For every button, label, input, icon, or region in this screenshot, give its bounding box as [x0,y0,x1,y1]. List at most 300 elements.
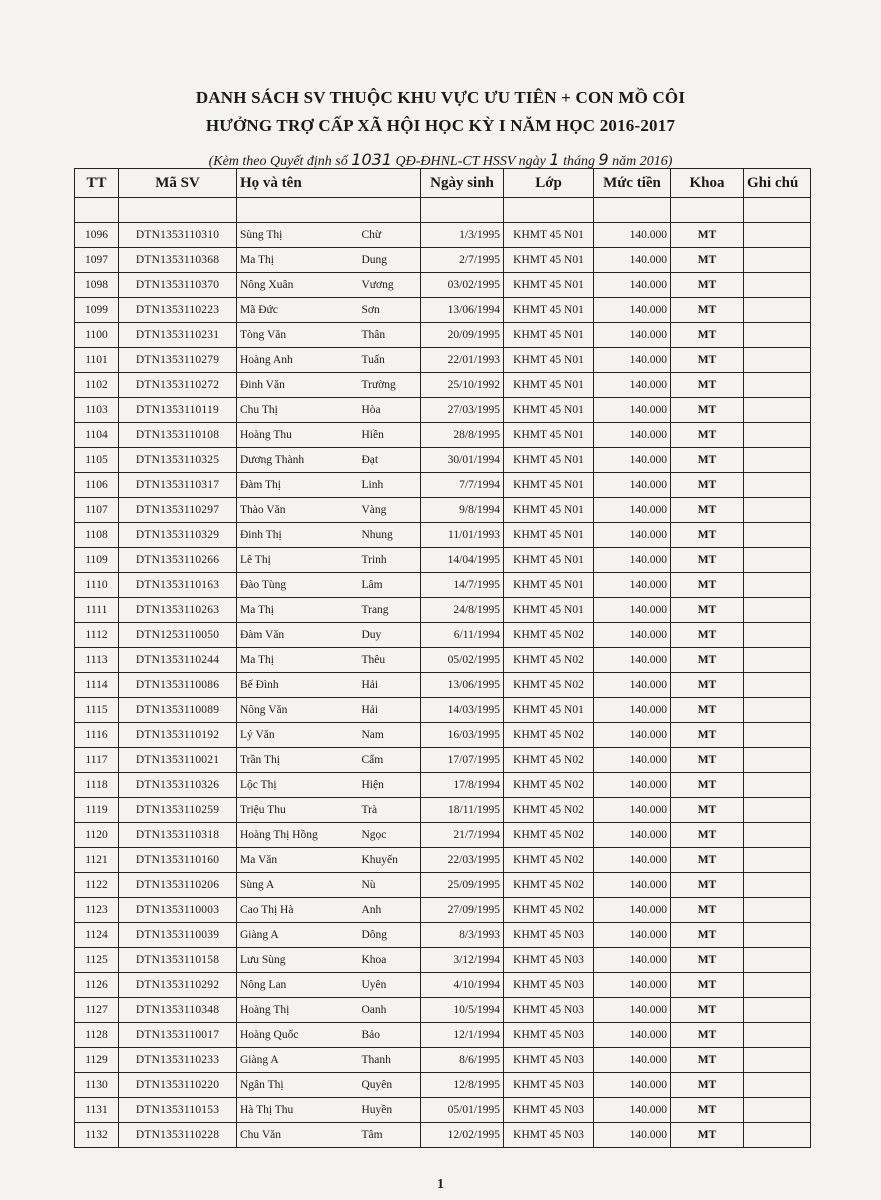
student-code-cell: DTN1353110223 [119,298,237,323]
first-name-cell: Vàng [359,498,421,523]
class-cell: KHMT 45 N02 [504,723,594,748]
dob-cell: 14/03/1995 [421,698,504,723]
last-name-cell: Hoàng Anh [237,348,359,373]
amount-cell: 140.000 [594,798,671,823]
faculty-cell: MT [671,548,744,573]
amount-cell: 140.000 [594,523,671,548]
note-cell [744,923,811,948]
amount-cell: 140.000 [594,423,671,448]
faculty-cell: MT [671,898,744,923]
first-name-cell: Chừ [359,223,421,248]
last-name-cell: Tòng Văn [237,323,359,348]
note-cell [744,448,811,473]
dob-cell: 4/10/1994 [421,973,504,998]
tt-cell: 1097 [75,248,119,273]
student-code-cell: DTN1353110160 [119,848,237,873]
note-cell [744,698,811,723]
document-title-line-2: HƯỞNG TRỢ CẤP XÃ HỘI HỌC KỲ I NĂM HỌC 2016-2017 [205,116,676,135]
amount-cell: 140.000 [594,473,671,498]
first-name-cell: Nam [359,723,421,748]
dob-cell: 3/12/1994 [421,948,504,973]
tt-cell: 1103 [75,398,119,423]
note-cell [744,373,811,398]
amount-cell: 140.000 [594,323,671,348]
note-cell [744,798,811,823]
amount-cell: 140.000 [594,223,671,248]
class-cell: KHMT 45 N02 [504,673,594,698]
first-name-cell: Oanh [359,998,421,1023]
dob-cell: 12/8/1995 [421,1073,504,1098]
dob-cell: 25/09/1995 [421,873,504,898]
last-name-cell: Nông Lan [237,973,359,998]
class-cell: KHMT 45 N03 [504,1023,594,1048]
amount-cell: 140.000 [594,273,671,298]
dob-cell: 18/11/1995 [421,798,504,823]
decision-number: 1031 [351,150,392,169]
dob-cell: 1/3/1995 [421,223,504,248]
amount-cell: 140.000 [594,723,671,748]
table-row [75,373,811,398]
table-row [75,573,811,598]
dob-cell: 17/8/1994 [421,773,504,798]
blank-cell [421,198,504,223]
faculty-cell: MT [671,948,744,973]
student-code-cell: DTN1353110086 [119,673,237,698]
amount-cell: 140.000 [594,623,671,648]
amount-cell: 140.000 [594,948,671,973]
last-name-cell: Triệu Thu [237,798,359,823]
table-row [75,323,811,348]
class-cell: KHMT 45 N02 [504,873,594,898]
dob-cell: 14/7/1995 [421,573,504,598]
dob-cell: 16/03/1995 [421,723,504,748]
note-cell [744,473,811,498]
tt-cell: 1111 [75,598,119,623]
subtitle-prefix: (Kèm theo Quyết định số [208,154,352,169]
student-code-cell: DTN1353110039 [119,923,237,948]
student-code-cell: DTN1353110279 [119,348,237,373]
tt-cell: 1128 [75,1023,119,1048]
last-name-cell: Ma Văn [237,848,359,873]
student-code-cell: DTN1353110228 [119,1123,237,1148]
table-row [75,548,811,573]
amount-cell: 140.000 [594,448,671,473]
class-cell: KHMT 45 N03 [504,923,594,948]
last-name-cell: Lê Thị [237,548,359,573]
amount-cell: 140.000 [594,973,671,998]
table-body [75,198,811,1148]
student-code-cell: DTN1353110119 [119,398,237,423]
note-cell [744,1048,811,1073]
tt-cell: 1127 [75,998,119,1023]
class-cell: KHMT 45 N02 [504,798,594,823]
dob-cell: 21/7/1994 [421,823,504,848]
class-cell: KHMT 45 N03 [504,998,594,1023]
student-code-cell: DTN1353110163 [119,573,237,598]
faculty-cell: MT [671,573,744,598]
faculty-cell: MT [671,398,744,423]
student-code-cell: DTN1353110158 [119,948,237,973]
last-name-cell: Lý Văn [237,723,359,748]
dob-cell: 8/6/1995 [421,1048,504,1073]
first-name-cell: Quyên [359,1073,421,1098]
amount-cell: 140.000 [594,748,671,773]
amount-cell: 140.000 [594,848,671,873]
blank-cell [237,198,359,223]
first-name-cell: Lâm [359,573,421,598]
class-cell: KHMT 45 N03 [504,948,594,973]
student-code-cell: DTN1353110192 [119,723,237,748]
table-row [75,948,811,973]
student-code-cell: DTN1353110259 [119,798,237,823]
amount-cell: 140.000 [594,398,671,423]
last-name-cell: Chu Thị [237,398,359,423]
class-cell: KHMT 45 N01 [504,548,594,573]
student-code-cell: DTN1353110206 [119,873,237,898]
class-cell: KHMT 45 N02 [504,773,594,798]
dob-cell: 24/8/1995 [421,598,504,623]
last-name-cell: Hoàng Thu [237,423,359,448]
table-row [75,1123,811,1148]
tt-cell: 1121 [75,848,119,873]
first-name-cell: Nhung [359,523,421,548]
student-code-cell: DTN1353110003 [119,898,237,923]
last-name-cell: Dương Thành [237,448,359,473]
note-cell [744,248,811,273]
faculty-cell: MT [671,323,744,348]
class-cell: KHMT 45 N01 [504,373,594,398]
faculty-cell: MT [671,873,744,898]
tt-cell: 1104 [75,423,119,448]
faculty-cell: MT [671,723,744,748]
first-name-cell: Dung [359,248,421,273]
column-header-note: Ghi chú [744,169,811,198]
student-code-cell: DTN1353110089 [119,698,237,723]
student-table [74,168,811,1148]
amount-cell: 140.000 [594,1098,671,1123]
dob-cell: 05/02/1995 [421,648,504,673]
tt-cell: 1131 [75,1098,119,1123]
student-code-cell: DTN1353110368 [119,248,237,273]
table-row [75,723,811,748]
note-cell [744,573,811,598]
tt-cell: 1130 [75,1073,119,1098]
class-cell: KHMT 45 N01 [504,573,594,598]
class-cell: KHMT 45 N02 [504,648,594,673]
class-cell: KHMT 45 N01 [504,423,594,448]
faculty-cell: MT [671,373,744,398]
tt-cell: 1124 [75,923,119,948]
dob-cell: 8/3/1993 [421,923,504,948]
tt-cell: 1098 [75,273,119,298]
dob-cell: 7/7/1994 [421,473,504,498]
table-row [75,273,811,298]
table-row [75,473,811,498]
tt-cell: 1122 [75,873,119,898]
first-name-cell: Dông [359,923,421,948]
class-cell: KHMT 45 N02 [504,898,594,923]
tt-cell: 1115 [75,698,119,723]
note-cell [744,1023,811,1048]
first-name-cell: Thanh [359,1048,421,1073]
first-name-cell: Thêu [359,648,421,673]
tt-cell: 1129 [75,1048,119,1073]
note-cell [744,823,811,848]
last-name-cell: Ma Thị [237,248,359,273]
table-row [75,398,811,423]
note-cell [744,548,811,573]
faculty-cell: MT [671,423,744,448]
last-name-cell: Lưu Sùng [237,948,359,973]
amount-cell: 140.000 [594,248,671,273]
column-header-code: Mã SV [119,169,237,198]
tt-cell: 1108 [75,523,119,548]
faculty-cell: MT [671,448,744,473]
first-name-cell: Huyền [359,1098,421,1123]
note-cell [744,398,811,423]
note-cell [744,873,811,898]
tt-cell: 1112 [75,623,119,648]
faculty-cell: MT [671,923,744,948]
note-cell [744,623,811,648]
last-name-cell: Bế Đình [237,673,359,698]
amount-cell: 140.000 [594,373,671,398]
faculty-cell: MT [671,673,744,698]
tt-cell: 1110 [75,573,119,598]
class-cell: KHMT 45 N01 [504,348,594,373]
last-name-cell: Trần Thị [237,748,359,773]
table-row [75,598,811,623]
student-code-cell: DTN1353110153 [119,1098,237,1123]
note-cell [744,773,811,798]
tt-cell: 1102 [75,373,119,398]
note-cell [744,273,811,298]
dob-cell: 27/09/1995 [421,898,504,923]
blank-row [75,198,811,223]
note-cell [744,298,811,323]
class-cell: KHMT 45 N01 [504,273,594,298]
amount-cell: 140.000 [594,923,671,948]
faculty-cell: MT [671,273,744,298]
last-name-cell: Hoàng Quốc [237,1023,359,1048]
amount-cell: 140.000 [594,1048,671,1073]
faculty-cell: MT [671,848,744,873]
tt-cell: 1126 [75,973,119,998]
last-name-cell: Đàm Văn [237,623,359,648]
amount-cell: 140.000 [594,648,671,673]
first-name-cell: Bảo [359,1023,421,1048]
student-code-cell: DTN1353110329 [119,523,237,548]
note-cell [744,948,811,973]
document-subtitle [0,150,881,170]
last-name-cell: Lộc Thị [237,773,359,798]
last-name-cell: Hoàng Thị Hồng [237,823,359,848]
student-code-cell: DTN1353110233 [119,1048,237,1073]
note-cell [744,1098,811,1123]
faculty-cell: MT [671,648,744,673]
last-name-cell: Đàm Thị [237,473,359,498]
table-header-row [75,169,811,198]
table-row [75,898,811,923]
first-name-cell: Tâm [359,1123,421,1148]
faculty-cell: MT [671,973,744,998]
class-cell: KHMT 45 N01 [504,398,594,423]
class-cell: KHMT 45 N01 [504,323,594,348]
faculty-cell: MT [671,298,744,323]
table-row [75,1073,811,1098]
last-name-cell: Nông Xuân [237,273,359,298]
dob-cell: 6/11/1994 [421,623,504,648]
note-cell [744,323,811,348]
last-name-cell: Hà Thị Thu [237,1098,359,1123]
class-cell: KHMT 45 N03 [504,1098,594,1123]
last-name-cell: Nông Văn [237,698,359,723]
dob-cell: 13/06/1995 [421,673,504,698]
table-row [75,748,811,773]
class-cell: KHMT 45 N01 [504,473,594,498]
class-cell: KHMT 45 N01 [504,598,594,623]
last-name-cell: Sùng A [237,873,359,898]
tt-cell: 1132 [75,1123,119,1148]
table-row [75,848,811,873]
note-cell [744,598,811,623]
tt-cell: 1100 [75,323,119,348]
class-cell: KHMT 45 N02 [504,623,594,648]
amount-cell: 140.000 [594,348,671,373]
student-code-cell: DTN1353110318 [119,823,237,848]
amount-cell: 140.000 [594,673,671,698]
table-row [75,1098,811,1123]
amount-cell: 140.000 [594,873,671,898]
table-row [75,873,811,898]
faculty-cell: MT [671,1098,744,1123]
table-row [75,923,811,948]
student-code-cell: DTN1353110348 [119,998,237,1023]
blank-cell [671,198,744,223]
last-name-cell: Đào Tùng [237,573,359,598]
last-name-cell: Giàng A [237,923,359,948]
first-name-cell: Linh [359,473,421,498]
dob-cell: 10/5/1994 [421,998,504,1023]
dob-cell: 27/03/1995 [421,398,504,423]
student-code-cell: DTN1353110310 [119,223,237,248]
amount-cell: 140.000 [594,998,671,1023]
decision-month: 9 [598,150,609,169]
class-cell: KHMT 45 N01 [504,698,594,723]
faculty-cell: MT [671,748,744,773]
faculty-cell: MT [671,623,744,648]
table-row [75,298,811,323]
class-cell: KHMT 45 N03 [504,1073,594,1098]
last-name-cell: Mã Đức [237,298,359,323]
faculty-cell: MT [671,798,744,823]
last-name-cell: Giàng A [237,1048,359,1073]
tt-cell: 1125 [75,948,119,973]
document-title-line-1: DANH SÁCH SV THUỘC KHU VỰC ƯU TIÊN + CON MỒ CÔI [195,88,686,107]
amount-cell: 140.000 [594,598,671,623]
blank-cell [359,198,421,223]
note-cell [744,898,811,923]
class-cell: KHMT 45 N01 [504,448,594,473]
amount-cell: 140.000 [594,1023,671,1048]
first-name-cell: Hiền [359,423,421,448]
blank-cell [119,198,237,223]
faculty-cell: MT [671,773,744,798]
amount-cell: 140.000 [594,1123,671,1148]
first-name-cell: Ngọc [359,823,421,848]
decision-day: 1 [549,150,560,169]
class-cell: KHMT 45 N03 [504,1048,594,1073]
note-cell [744,348,811,373]
table-row [75,423,811,448]
dob-cell: 14/04/1995 [421,548,504,573]
faculty-cell: MT [671,498,744,523]
first-name-cell: Khoa [359,948,421,973]
class-cell: KHMT 45 N01 [504,298,594,323]
dob-cell: 25/10/1992 [421,373,504,398]
tt-cell: 1106 [75,473,119,498]
dob-cell: 9/8/1994 [421,498,504,523]
note-cell [744,848,811,873]
class-cell: KHMT 45 N01 [504,523,594,548]
table-row [75,223,811,248]
student-code-cell: DTN1353110220 [119,1073,237,1098]
tt-cell: 1123 [75,898,119,923]
last-name-cell: Ma Thị [237,598,359,623]
student-code-cell: DTN1353110292 [119,973,237,998]
column-header-tt: TT [75,169,119,198]
amount-cell: 140.000 [594,498,671,523]
faculty-cell: MT [671,1123,744,1148]
dob-cell: 2/7/1995 [421,248,504,273]
first-name-cell: Hòa [359,398,421,423]
amount-cell: 140.000 [594,1073,671,1098]
faculty-cell: MT [671,248,744,273]
tt-cell: 1118 [75,773,119,798]
first-name-cell: Trà [359,798,421,823]
first-name-cell: Đạt [359,448,421,473]
note-cell [744,523,811,548]
first-name-cell: Tuấn [359,348,421,373]
first-name-cell: Trường [359,373,421,398]
first-name-cell: Thân [359,323,421,348]
tt-cell: 1107 [75,498,119,523]
tt-cell: 1096 [75,223,119,248]
column-header-class: Lớp [504,169,594,198]
column-header-faculty: Khoa [671,169,744,198]
table-row [75,348,811,373]
first-name-cell: Cẩm [359,748,421,773]
last-name-cell: Ma Thị [237,648,359,673]
first-name-cell: Sơn [359,298,421,323]
faculty-cell: MT [671,698,744,723]
first-name-cell: Nù [359,873,421,898]
table-row [75,698,811,723]
faculty-cell: MT [671,1048,744,1073]
first-name-cell: Hải [359,673,421,698]
tt-cell: 1120 [75,823,119,848]
dob-cell: 05/01/1995 [421,1098,504,1123]
student-code-cell: DTN1353110266 [119,548,237,573]
first-name-cell: Trang [359,598,421,623]
faculty-cell: MT [671,1073,744,1098]
first-name-cell: Anh [359,898,421,923]
dob-cell: 13/06/1994 [421,298,504,323]
dob-cell: 03/02/1995 [421,273,504,298]
blank-cell [744,198,811,223]
note-cell [744,748,811,773]
faculty-cell: MT [671,598,744,623]
